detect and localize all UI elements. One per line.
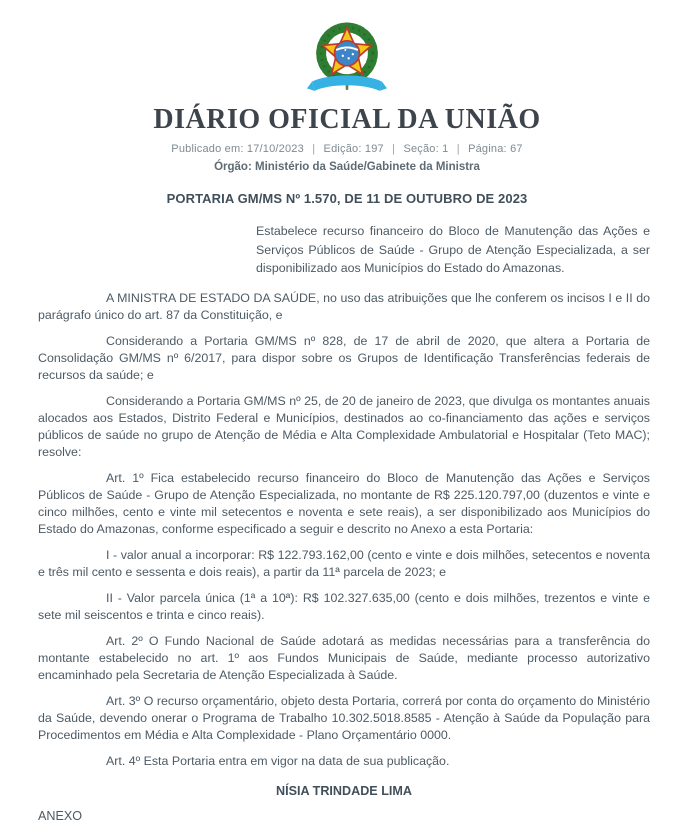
annex-label: ANEXO xyxy=(38,808,83,823)
page-label: Página: xyxy=(468,143,507,155)
gazette-title: DIÁRIO OFICIAL DA UNIÃO xyxy=(153,104,541,135)
section-value: 1 xyxy=(442,143,449,155)
organ-label: Órgão: xyxy=(214,161,252,173)
globe-star xyxy=(348,57,350,59)
paragraph-considering-1: Considerando a Portaria GM/MS nº 828, de 17 de abril de 2020, que altera a Portaria de Consolidação GM/MS nº 6/2017, para dispor sobre os Grupos de Identificação Transferências federais de recursos da saúde; e xyxy=(38,333,650,382)
meta-separator: | xyxy=(456,143,460,155)
edition-value: 197 xyxy=(364,143,384,155)
paragraph-art-4: Art. 4º Esta Portaria entra em vigor na data de sua publicação. xyxy=(106,753,450,768)
globe-star xyxy=(342,55,344,57)
publication-meta xyxy=(0,143,694,155)
document-summary: Estabelece recurso financeiro do Bloco de Manutenção das Ações e Serviços Públicos de Saúde - Grupo de Atenção Especializada, a ser disponibilizado aos Municípios do Estado do Amazonas. xyxy=(256,224,650,275)
paragraph-item-i: I - valor anual a incorporar: R$ 122.793.162,00 (cento e vinte e dois milhões, setecentos e noventa e três mil cento e sessenta e dois reais), a partir da 11ª parcela de 2023; e xyxy=(38,547,650,579)
meta-separator: | xyxy=(312,143,316,155)
section-label: Seção: xyxy=(403,143,439,155)
paragraph-preamble: A MINISTRA DE ESTADO DA SAÚDE, no uso das atribuições que lhe conferem os incisos I e II do parágrafo único do art. 87 da Constituição, e xyxy=(38,290,650,322)
paragraph-art-1: Art. 1º Fica estabelecido recurso financeiro do Bloco de Manutenção das Ações e Serviços Públicos de Saúde - Grupo de Atenção Especializada, no montante de R$ 225.120.797,00 (duzentos e vinte e cinco milhões, cento e vinte mil setecentos e noventa e sete reais), a ser disponibilizado aos Municípios do Estado do Amazonas, conforme especificado a seguir e descrito no Anexo a esta Portaria: xyxy=(38,470,650,536)
meta-separator: | xyxy=(392,143,396,155)
brazil-coat-of-arms-icon xyxy=(295,20,399,100)
paragraph-art-2: Art. 2º O Fundo Nacional de Saúde adotará as medidas necessárias para a transferência do montante estabelecido no art. 1º aos Fundos Municipais de Saúde, mediante processo autorizativo encaminhado pela Secretaria de Atenção Especializada à Saúde. xyxy=(38,633,650,682)
paragraph-considering-2: Considerando a Portaria GM/MS nº 25, de 20 de janeiro de 2023, que divulga os montantes anuais alocados aos Estados, Distrito Federal e Municípios, destinados ao co-financiamento das ações e serviços públicos de saúde no grupo de Atenção de Média e Alta Complexidade Ambulatorial e Hospitalar (Teto MAC); resolve: xyxy=(38,393,650,459)
organ-line xyxy=(0,161,694,173)
document-title: PORTARIA GM/MS Nº 1.570, DE 11 DE OUTUBRO DE 2023 xyxy=(166,191,528,206)
document-body xyxy=(0,222,694,825)
signature-name: NÍSIA TRINDADE LIMA xyxy=(276,783,412,798)
published-label: Publicado em: xyxy=(171,143,244,155)
globe-disc xyxy=(335,41,360,66)
edition-label: Edição: xyxy=(323,143,362,155)
paragraph-item-ii: II - Valor parcela única (1ª a 10ª): R$ 102.327.635,00 (cento e dois milhões, trezentos e vinte e sete mil seiscentos e trinta e cinco reais). xyxy=(38,590,650,622)
organ-value: Ministério da Saúde/Gabinete da Ministra xyxy=(254,161,480,173)
published-date: 17/10/2023 xyxy=(246,143,304,155)
coat-of-arms-wrap xyxy=(0,20,694,100)
gazette-header xyxy=(0,0,694,173)
paragraph-art-3: Art. 3º O recurso orçamentário, objeto desta Portaria, correrá por conta do orçamento do Ministério da Saúde, devendo onerar o Programa de Trabalho 10.302.5018.8585 - Atenção à Saúde da População para Procedimentos em Média e Alta Complexidade - Plano Orçamentário 0000. xyxy=(38,693,650,742)
globe-star xyxy=(349,47,351,49)
page-value: 67 xyxy=(510,143,523,155)
globe-star xyxy=(344,49,346,51)
globe-star xyxy=(352,53,354,55)
